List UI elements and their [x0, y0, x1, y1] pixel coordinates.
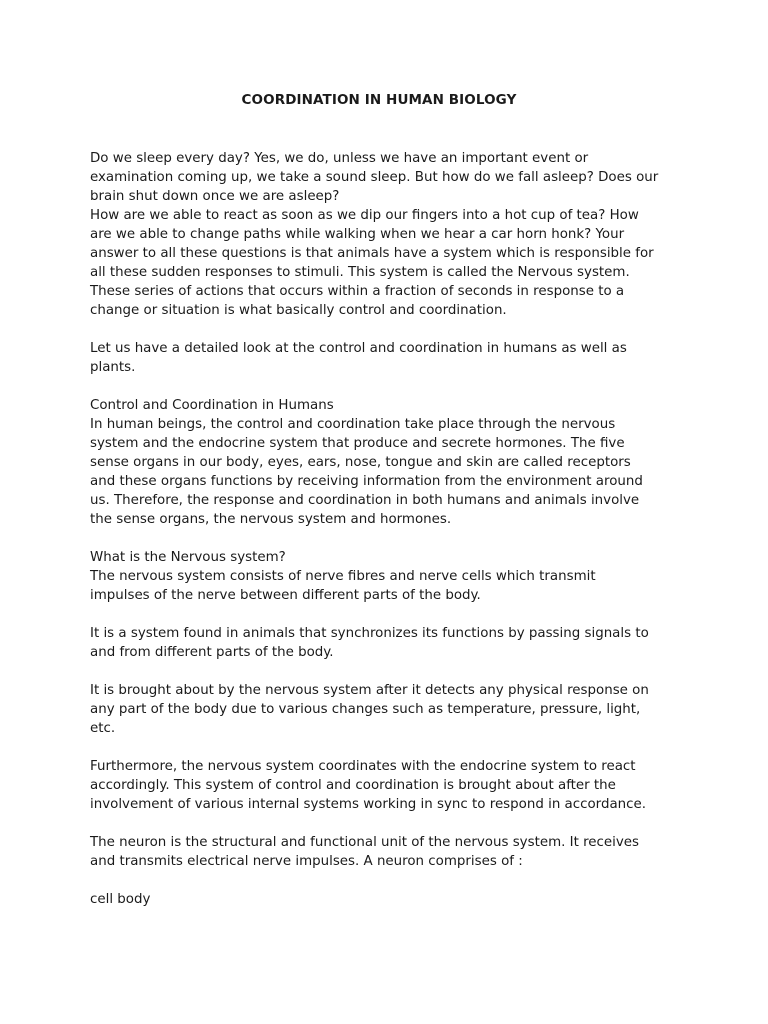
body-paragraph — [90, 833, 690, 871]
text-line: What is the Nervous system? — [90, 550, 286, 565]
text-line: The neuron is the structural and functional unit of the nervous system. It receives — [90, 835, 639, 850]
text-line: In human beings, the control and coordination take place through the nervous — [90, 417, 616, 432]
text-line: Control and Coordination in Humans — [90, 398, 334, 413]
body-paragraph — [90, 624, 690, 662]
text-line: brain shut down once we are asleep? — [90, 189, 340, 204]
text-line: Furthermore, the nervous system coordinates with the endocrine system to react — [90, 759, 636, 774]
document-body — [90, 149, 690, 928]
body-paragraph — [90, 149, 690, 320]
text-line: examination coming up, we take a sound sleep. But how do we fall asleep? Does our — [90, 170, 659, 185]
text-line: cell body — [90, 892, 151, 907]
body-paragraph — [90, 548, 690, 605]
text-line: involvement of various internal systems working in sync to respond in accordance. — [90, 797, 646, 812]
text-line: and these organs functions by receiving information from the environment around — [90, 474, 643, 489]
text-line: etc. — [90, 721, 116, 736]
text-line: all these sudden responses to stimuli. This system is called the Nervous system. — [90, 265, 630, 280]
document-title: COORDINATION IN HUMAN BIOLOGY — [241, 92, 517, 108]
text-line: us. Therefore, the response and coordination in both humans and animals involve — [90, 493, 640, 508]
text-line: and transmits electrical nerve impulses. A neuron comprises of : — [90, 854, 523, 869]
text-line: The nervous system consists of nerve fibres and nerve cells which transmit — [90, 569, 596, 584]
body-paragraph — [90, 681, 690, 738]
text-line: are we able to change paths while walking when we hear a car horn honk? Your — [90, 227, 625, 242]
text-line: and from different parts of the body. — [90, 645, 334, 660]
text-line: It is a system found in animals that synchronizes its functions by passing signals to — [90, 626, 649, 641]
text-line: How are we able to react as soon as we dip our fingers into a hot cup of tea? How — [90, 208, 639, 223]
text-line: the sense organs, the nervous system and hormones. — [90, 512, 452, 527]
body-paragraph — [90, 890, 690, 909]
text-line: sense organs in our body, eyes, ears, nose, tongue and skin are called receptors — [90, 455, 631, 470]
text-line: answer to all these questions is that animals have a system which is responsible for — [90, 246, 654, 261]
text-line: Let us have a detailed look at the control and coordination in humans as well as — [90, 341, 627, 356]
text-line: It is brought about by the nervous system after it detects any physical response on — [90, 683, 649, 698]
text-line: impulses of the nerve between different parts of the body. — [90, 588, 481, 603]
text-line: change or situation is what basically control and coordination. — [90, 303, 507, 318]
text-line: plants. — [90, 360, 136, 375]
body-paragraph — [90, 396, 690, 529]
text-line: Do we sleep every day? Yes, we do, unless we have an important event or — [90, 151, 589, 166]
body-paragraph — [90, 757, 690, 814]
text-line: These series of actions that occurs within a fraction of seconds in response to a — [90, 284, 625, 299]
text-line: any part of the body due to various changes such as temperature, pressure, light, — [90, 702, 641, 717]
body-paragraph — [90, 339, 690, 377]
text-line: system and the endocrine system that produce and secrete hormones. The five — [90, 436, 625, 451]
text-line: accordingly. This system of control and coordination is brought about after the — [90, 778, 616, 793]
